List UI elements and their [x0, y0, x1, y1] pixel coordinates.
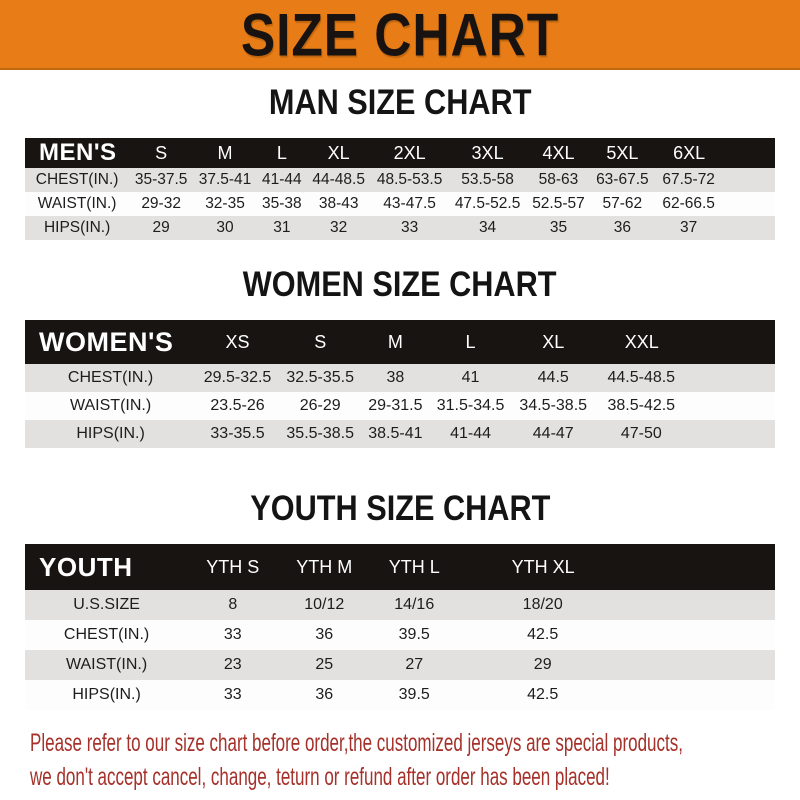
women-table-header-row: [25, 320, 775, 364]
size-value: 36: [277, 680, 371, 710]
section-title-men: MAN SIZE CHART: [268, 81, 532, 122]
size-value: 39.5: [371, 620, 457, 650]
size-value: 29-32: [129, 192, 193, 216]
size-value: 30: [193, 216, 257, 240]
size-value: 33: [188, 680, 277, 710]
size-column-header: 3XL: [449, 138, 527, 168]
size-value: 37: [654, 216, 775, 240]
size-column-header: 5XL: [590, 138, 654, 168]
size-value: 44.5-48.5: [595, 364, 775, 392]
section-title-wrap: [0, 263, 800, 304]
size-value: 23.5-26: [196, 392, 279, 420]
size-column-header: XL: [512, 320, 595, 364]
men-table-header-row: [25, 138, 775, 168]
size-column-header: XXL: [595, 320, 775, 364]
size-value: 44-48.5: [307, 168, 371, 192]
section-title-youth: YOUTH SIZE CHART: [249, 487, 551, 528]
size-value: 34.5-38.5: [512, 392, 595, 420]
table-row: [25, 590, 775, 620]
size-value: 58-63: [527, 168, 591, 192]
table-row: [25, 364, 775, 392]
section-title-wrap: [0, 81, 800, 122]
row-label: CHEST(IN.): [25, 364, 196, 392]
page-title: SIZE CHART: [240, 0, 560, 69]
size-value: 43-47.5: [371, 192, 449, 216]
table-row: [25, 216, 775, 240]
size-value: 29: [457, 650, 775, 680]
section-men: [0, 81, 800, 240]
size-value: 41: [429, 364, 512, 392]
banner: [0, 0, 800, 70]
size-column-header: YTH L: [371, 544, 457, 590]
women-size-table: [25, 320, 775, 448]
footer-line-1: Please refer to our size chart before order,the customized jerseys are special products,: [30, 729, 683, 757]
size-value: 39.5: [371, 680, 457, 710]
size-value: 42.5: [457, 620, 775, 650]
size-value: 32.5-35.5: [279, 364, 362, 392]
size-value: 32-35: [193, 192, 257, 216]
size-value: 35: [527, 216, 591, 240]
size-value: 34: [449, 216, 527, 240]
table-group-label: WOMEN'S: [25, 320, 196, 364]
row-label: U.S.SIZE: [25, 590, 188, 620]
size-column-header: YTH S: [188, 544, 277, 590]
section-women: [0, 263, 800, 448]
men-size-table: [25, 138, 775, 240]
size-value: 8: [188, 590, 277, 620]
size-value: 41-44: [257, 168, 307, 192]
size-column-header: YTH XL: [457, 544, 775, 590]
size-value: 57-62: [590, 192, 654, 216]
row-label: HIPS(IN.): [25, 680, 188, 710]
size-value: 35-37.5: [129, 168, 193, 192]
size-value: 47-50: [595, 420, 775, 448]
youth-table-body: [25, 590, 775, 710]
size-value: 38-43: [307, 192, 371, 216]
size-value: 38.5-41: [362, 420, 430, 448]
size-value: 42.5: [457, 680, 775, 710]
size-column-header: S: [279, 320, 362, 364]
size-column-header: 4XL: [527, 138, 591, 168]
table-row: [25, 620, 775, 650]
table-row: [25, 680, 775, 710]
size-value: 33: [371, 216, 449, 240]
size-value: 37.5-41: [193, 168, 257, 192]
size-value: 41-44: [429, 420, 512, 448]
size-value: 62-66.5: [654, 192, 775, 216]
size-value: 44.5: [512, 364, 595, 392]
table-row: [25, 168, 775, 192]
row-label: WAIST(IN.): [25, 650, 188, 680]
row-label: HIPS(IN.): [25, 216, 129, 240]
size-value: 38.5-42.5: [595, 392, 775, 420]
size-column-header: XL: [307, 138, 371, 168]
size-value: 10/12: [277, 590, 371, 620]
size-value: 33-35.5: [196, 420, 279, 448]
size-value: 26-29: [279, 392, 362, 420]
size-value: 27: [371, 650, 457, 680]
size-value: 36: [590, 216, 654, 240]
size-value: 29-31.5: [362, 392, 430, 420]
size-column-header: 6XL: [654, 138, 775, 168]
size-value: 14/16: [371, 590, 457, 620]
size-value: 63-67.5: [590, 168, 654, 192]
table-group-label: YOUTH: [25, 544, 188, 590]
youth-size-table: [25, 544, 775, 710]
size-column-header: L: [429, 320, 512, 364]
size-value: 53.5-58: [449, 168, 527, 192]
footer-note: [30, 726, 800, 794]
size-value: 33: [188, 620, 277, 650]
size-column-header: S: [129, 138, 193, 168]
size-column-header: 2XL: [371, 138, 449, 168]
size-column-header: L: [257, 138, 307, 168]
size-value: 67.5-72: [654, 168, 775, 192]
size-column-header: M: [193, 138, 257, 168]
row-label: WAIST(IN.): [25, 192, 129, 216]
size-column-header: YTH M: [277, 544, 371, 590]
men-table-body: [25, 168, 775, 240]
footer-line-2: we don't accept cancel, change, teturn or refund after order has been placed!: [30, 763, 610, 791]
size-value: 35-38: [257, 192, 307, 216]
size-column-header: M: [362, 320, 430, 364]
size-value: 29.5-32.5: [196, 364, 279, 392]
size-value: 44-47: [512, 420, 595, 448]
section-title-women: WOMEN SIZE CHART: [243, 263, 557, 304]
section-youth: [0, 487, 800, 710]
section-title-wrap: [0, 487, 800, 528]
size-value: 36: [277, 620, 371, 650]
table-group-label: MEN'S: [25, 138, 129, 168]
size-value: 31: [257, 216, 307, 240]
size-value: 47.5-52.5: [449, 192, 527, 216]
size-column-header: XS: [196, 320, 279, 364]
size-value: 48.5-53.5: [371, 168, 449, 192]
size-value: 18/20: [457, 590, 775, 620]
size-value: 31.5-34.5: [429, 392, 512, 420]
table-row: [25, 650, 775, 680]
row-label: WAIST(IN.): [25, 392, 196, 420]
youth-table-header-row: [25, 544, 775, 590]
size-value: 52.5-57: [527, 192, 591, 216]
table-row: [25, 420, 775, 448]
table-row: [25, 392, 775, 420]
table-row: [25, 192, 775, 216]
row-label: CHEST(IN.): [25, 620, 188, 650]
women-table-body: [25, 364, 775, 448]
size-value: 23: [188, 650, 277, 680]
size-value: 29: [129, 216, 193, 240]
size-value: 38: [362, 364, 430, 392]
row-label: CHEST(IN.): [25, 168, 129, 192]
size-value: 35.5-38.5: [279, 420, 362, 448]
size-value: 32: [307, 216, 371, 240]
size-value: 25: [277, 650, 371, 680]
row-label: HIPS(IN.): [25, 420, 196, 448]
